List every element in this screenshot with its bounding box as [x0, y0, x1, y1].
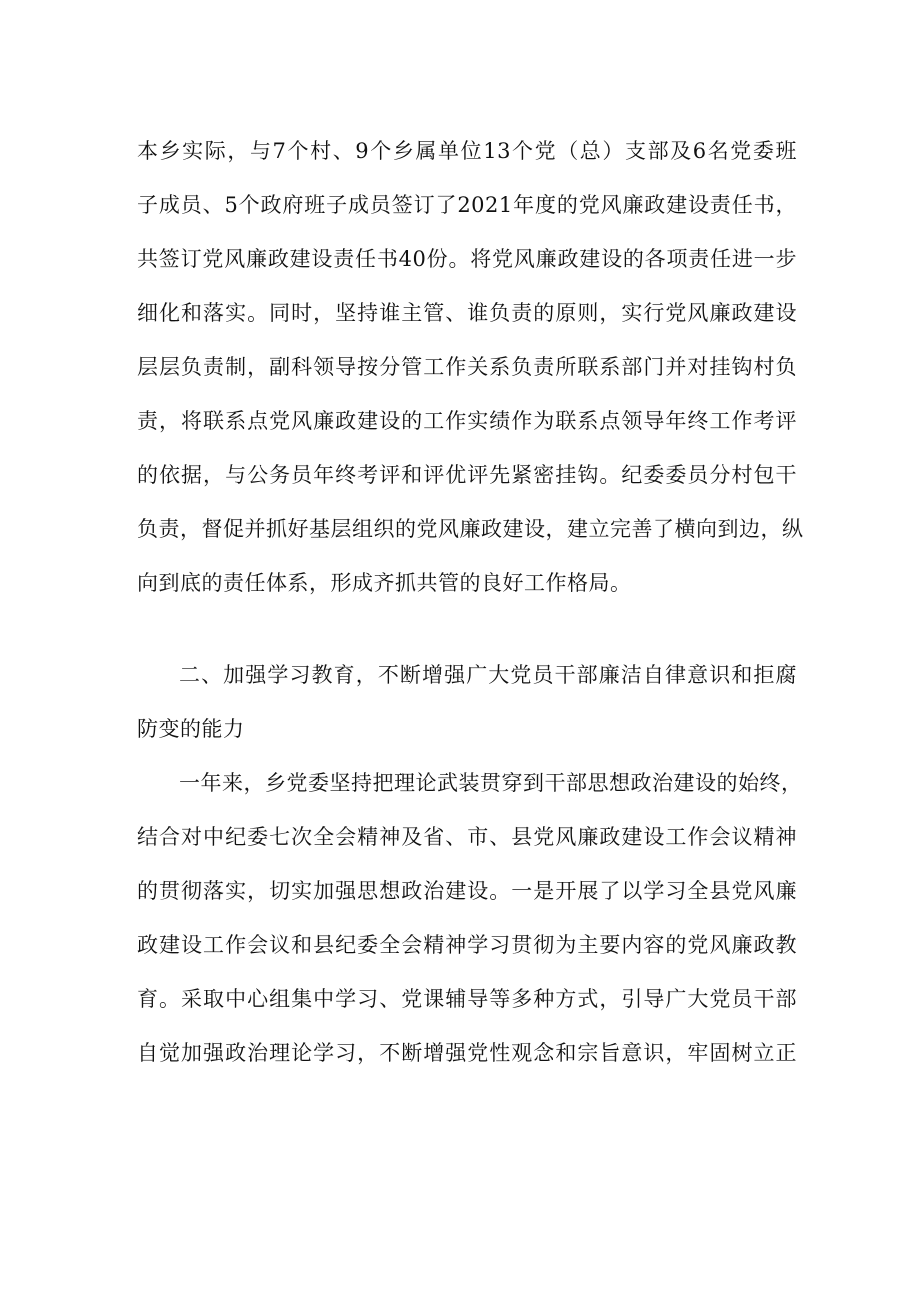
- heading-line: 防变的能力: [137, 717, 245, 741]
- text-line: 负责，督促并抓好基层组织的党风廉政建设，建立完善了横向到边，纵: [137, 517, 804, 541]
- text-line: 的依据，与公务员年终考评和评优评先紧密挂钩。纪委委员分村包干: [137, 463, 797, 487]
- text-line: 自觉加强政治理论学习，不断增强党性观念和宗旨意识，牢固树立正: [137, 1041, 797, 1065]
- text-line: 向到底的责任体系，形成齐抓共管的良好工作格局。: [137, 571, 632, 595]
- text-line: 政建设工作会议和县纪委全会精神学习贯彻为主要内容的党风廉政教: [137, 933, 797, 957]
- document-body: [137, 124, 804, 1080]
- paragraph-responsibility: [137, 124, 804, 610]
- text-line: 的贯彻落实，切实加强思想政治建设。一是开展了以学习全县党风廉: [137, 879, 797, 903]
- text-line: 层层负责制，副科领导按分管工作关系负责所联系部门并对挂钩村负: [137, 355, 797, 379]
- text-line: 结合对中纪委七次全会精神及省、市、县党风廉政建设工作会议精神: [137, 825, 797, 849]
- paragraph-education: [137, 756, 803, 1080]
- text-line: 育。采取中心组集中学习、党课辅导等多种方式，引导广大党员干部: [137, 987, 797, 1011]
- paragraph-gap: [137, 610, 797, 648]
- text-line: 责，将联系点党风廉政建设的工作实绩作为联系点领导年终工作考评: [137, 409, 797, 433]
- section-heading: [137, 648, 797, 756]
- text-line: 本乡实际，与7个村、9个乡属单位13个党（总）支部及6名党委班: [137, 139, 797, 163]
- text-line: 细化和落实。同时，坚持谁主管、谁负责的原则，实行党风廉政建设: [137, 301, 797, 325]
- heading-line: 二、加强学习教育，不断增强广大党员干部廉洁自律意识和拒腐: [179, 663, 797, 687]
- text-line: 共签订党风廉政建设责任书40份。将党风廉政建设的各项责任进一步: [137, 247, 797, 271]
- text-line: 子成员、5个政府班子成员签订了2021年度的党风廉政建设责任书，: [137, 193, 797, 217]
- text-line: 一年来，乡党委坚持把理论武装贯穿到干部思想政治建设的始终，: [179, 771, 803, 795]
